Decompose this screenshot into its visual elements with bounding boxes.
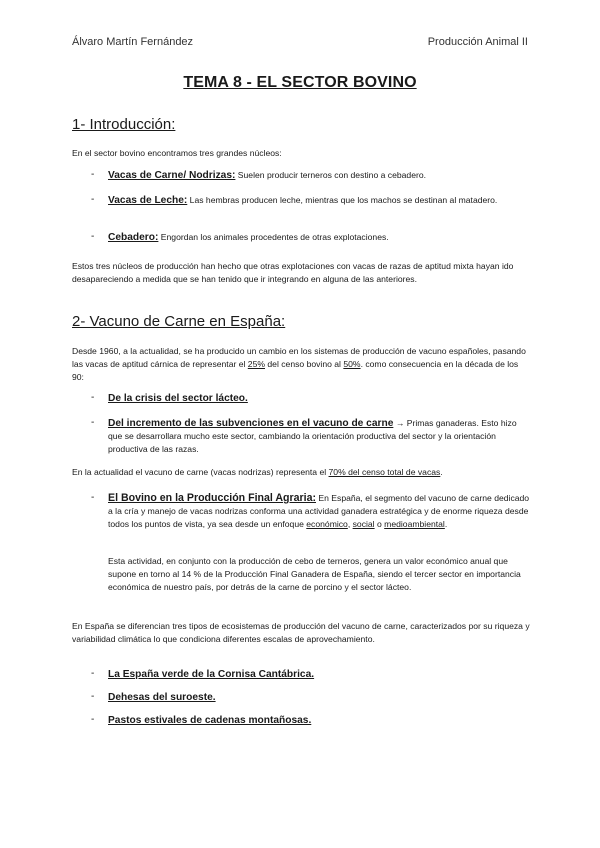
item-label: El Bovino en la Producción Final Agraria: (108, 492, 316, 504)
keyword-medioambiental: medioambiental (384, 519, 445, 529)
intro-lead: En el sector bovino encontramos tres grandes núcleos: (72, 148, 282, 158)
bullet-marker: - (91, 417, 95, 428)
carne-lead-paragraph (72, 345, 532, 384)
list-item (108, 392, 533, 405)
text-run: del censo bovino al (265, 359, 344, 369)
page-title: TEMA 8 - EL SECTOR BOVINO (183, 74, 417, 91)
list-item (108, 194, 533, 207)
list-item (108, 691, 533, 704)
text-run: o (374, 519, 385, 529)
text-run: . (440, 467, 443, 477)
ecosystems-paragraph: En España se diferencian tres tipos de ecosistemas de producción del vacuno de carne, caracterizados por su riqueza y variabilidad climática lo que condiciona diferentes escalas de aprovechamiento. (72, 621, 530, 644)
list-item (108, 668, 533, 681)
bullet-marker: - (91, 668, 95, 679)
bullet-marker: - (91, 691, 95, 702)
list-item (108, 417, 533, 456)
item-label: Vacas de Carne/ Nodrizas: (108, 170, 236, 181)
percent-25: 25% (247, 359, 265, 369)
list-item (108, 492, 533, 531)
item-label: De la crisis del sector lácteo. (108, 393, 248, 404)
item-text: → Primas ganaderas. Esto hizo que se desarrollara mucho este sector, cambiando la orientación productiva del sector y la orientación productiva de las razas. (108, 418, 517, 454)
intro-closing-paragraph: Estos tres núcleos de producción han hecho que otras explotaciones con vacas de razas de aptitud mixta hayan ido desapareciendo a medida que se han tenido que ir integrando en alguna de las anteriores. (72, 261, 514, 284)
bullet-marker: - (91, 492, 95, 503)
item-label: La España verde de la Cornisa Cantábrica. (108, 669, 315, 680)
bullet-marker: - (91, 231, 95, 242)
list-item (108, 169, 533, 182)
item-label: Vacas de Leche: (108, 195, 188, 206)
text-run: Desde 1960, a la actualidad, se ha producido un cambio en los sistemas de producción de vacuno españoles, pasando las vacas de aptitud cárnica de representar el (72, 346, 526, 369)
percent-50: 50% (343, 359, 361, 369)
bullet-marker: - (91, 714, 95, 725)
text-run: En la actualidad el vacuno de carne (vacas nodrizas) representa el (72, 467, 329, 477)
header-author: Álvaro Martín Fernández (72, 36, 194, 48)
section-heading-intro: 1- Introducción: (72, 116, 176, 133)
item-text: Suelen producir terneros con destino a cebadero. (235, 170, 427, 180)
bullet-marker: - (91, 169, 95, 180)
percent-70-highlight: 70% del censo total de vacas (328, 467, 441, 477)
header-subject: Producción Animal II (427, 36, 528, 48)
bullet-marker: - (91, 392, 95, 403)
list-item (108, 714, 533, 727)
item-label: Cebadero: (108, 232, 159, 243)
section-heading-carne: 2- Vacuno de Carne en España: (72, 313, 286, 330)
list-item (108, 231, 533, 244)
pfa-second-paragraph: Esta actividad, en conjunto con la producción de cebo de terneros, genera un valor económico anual que supone en torno al 14 % de la Producción Final Ganadera de España, siendo el tercer sector en importancia económica de nuestro país, por detrás de la carne de porcino y el sector lácteo. (108, 556, 521, 592)
item-text: En España, el segmento del vacuno de carne dedicado a la cría y manejo de vacas nodrizas conforma una actividad ganadera estratégica y de enorme riqueza desde todos los puntos de vista, ya sea desde un enfoque (108, 493, 530, 529)
bullet-marker: - (91, 194, 95, 205)
item-label: Pastos estivales de cadenas montañosas. (108, 715, 312, 726)
text-run: . como consecuencia en la década de los 90: (72, 359, 519, 382)
item-label: Del incremento de las subvenciones en el vacuno de carne (108, 418, 394, 429)
item-label: Dehesas del suroeste. (108, 692, 216, 703)
text-run: . (444, 519, 448, 529)
item-text: Engordan los animales procedentes de otras explotaciones. (158, 232, 389, 242)
actual-paragraph (72, 466, 532, 479)
keyword-social: social (352, 519, 375, 529)
text-run: , (347, 519, 353, 529)
item-text: Las hembras producen leche, mientras que los machos se destinan al matadero. (187, 195, 498, 205)
keyword-economico: económico (306, 519, 348, 529)
